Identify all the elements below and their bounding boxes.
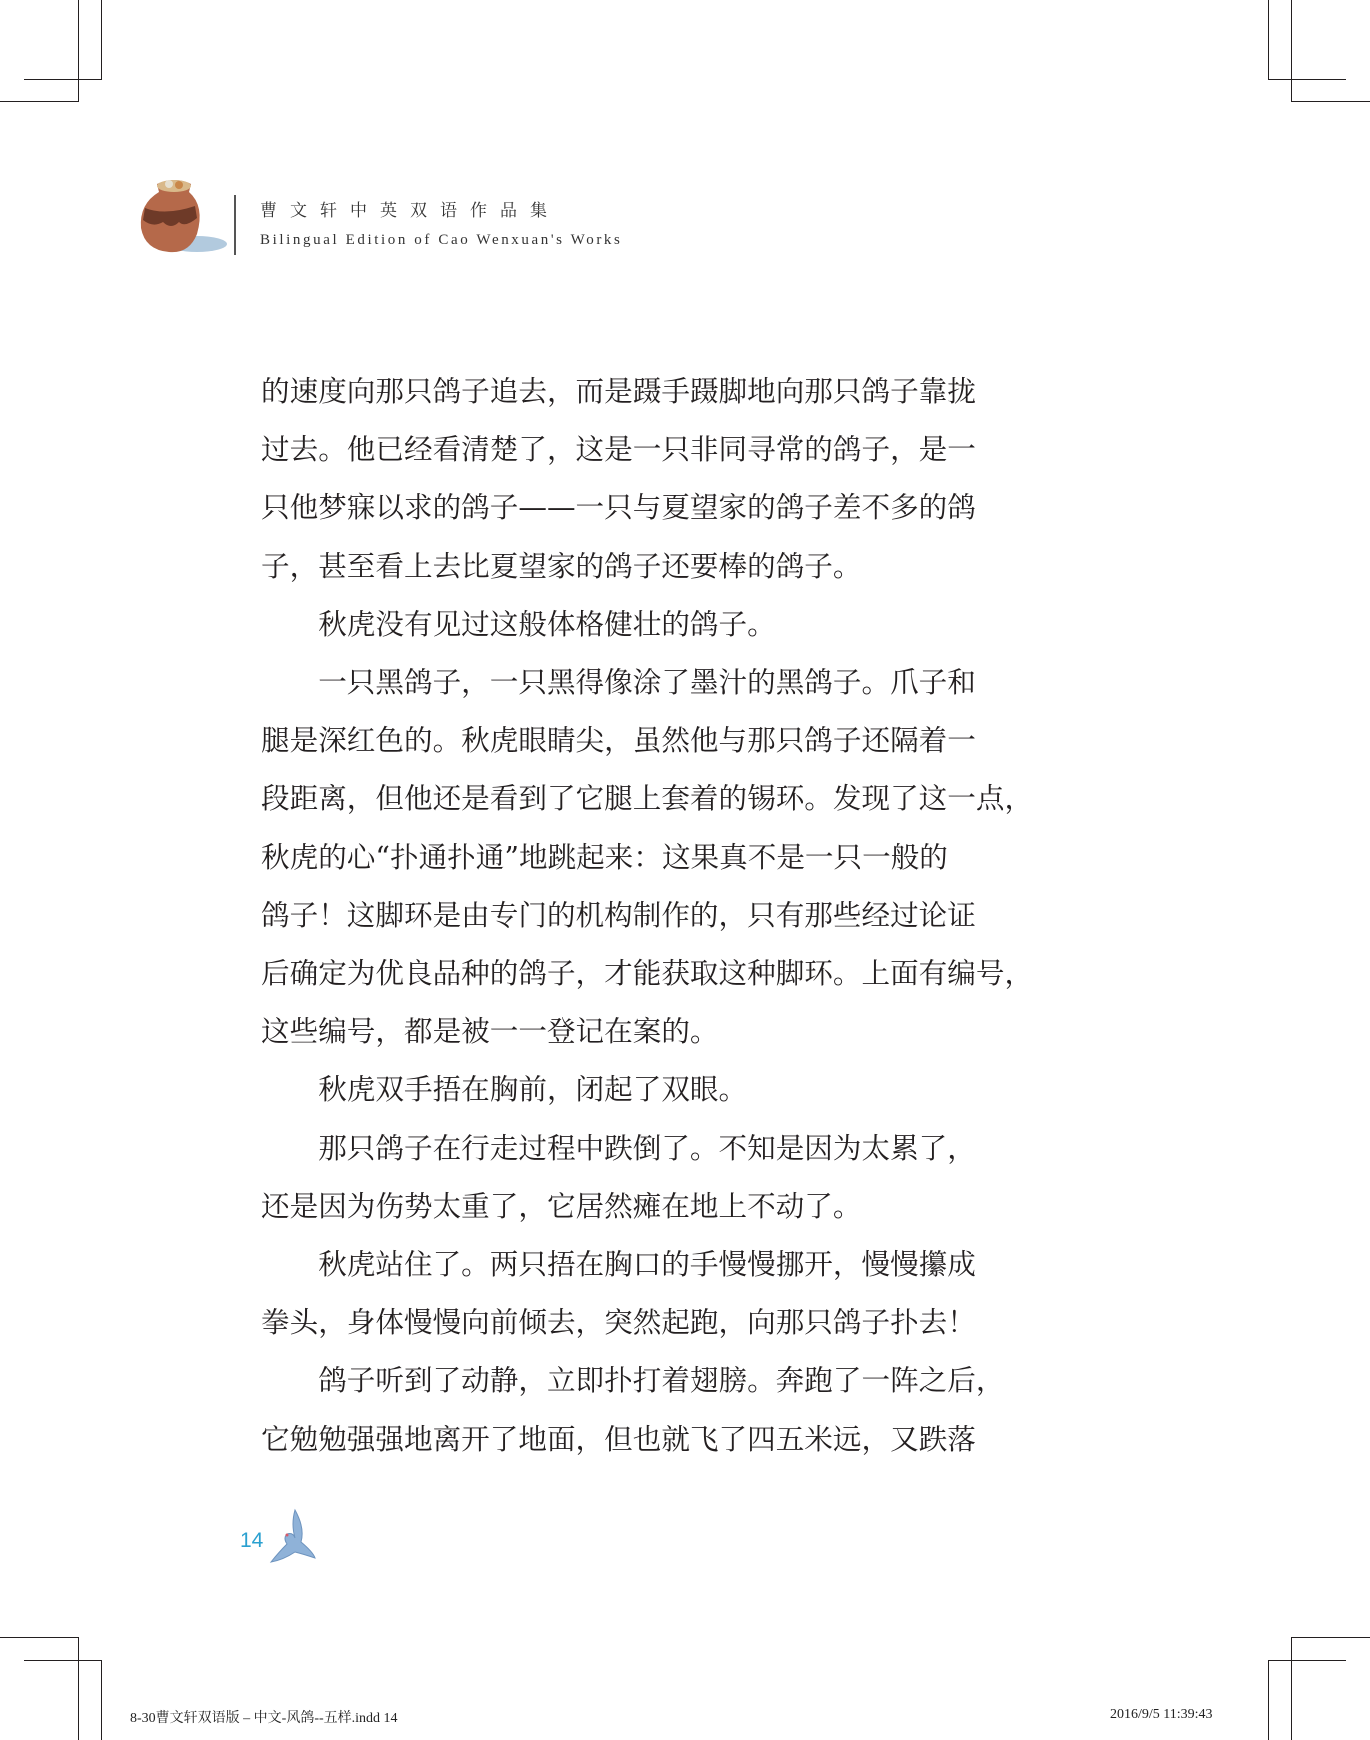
crop-mark (1291, 101, 1370, 102)
text-line: 它勉勉强强地离开了地面，但也就飞了四五米远，又跌落 (261, 1421, 976, 1456)
crop-mark (0, 1637, 78, 1638)
text-line: 只他梦寐以求的鸽子——一只与夏望家的鸽子差不多的鸽 (261, 490, 976, 525)
crop-mark (1291, 0, 1292, 102)
text-line: 后确定为优良品种的鸽子，才能获取这种脚环。上面有编号， (261, 956, 1034, 991)
text-line: 腿是深红色的。秋虎眼睛尖，虽然他与那只鸽子还隔着一 (261, 723, 976, 758)
body-text (261, 362, 1081, 1468)
crop-mark (1268, 1660, 1346, 1661)
text-line: 鸽子听到了动静，立即扑打着翅膀。奔跑了一阵之后， (261, 1363, 1005, 1398)
crop-mark (24, 79, 102, 80)
footer-file-info: 8-30曹文轩双语版 – 中文-风鸽--五样.indd 14 (130, 1711, 398, 1726)
text-line: 还是因为伤势太重了，它居然瘫在地上不动了。 (261, 1188, 862, 1223)
crop-mark (101, 0, 102, 80)
page-number: 14 (240, 1529, 264, 1552)
crop-mark (1291, 1637, 1292, 1740)
text-line: 的速度向那只鸽子追去，而是蹑手蹑脚地向那只鸽子靠拢 (261, 374, 976, 408)
text-line: 这些编号，都是被一一登记在案的。 (261, 1014, 719, 1049)
footer-timestamp: 2016/9/5 11:39:43 (1110, 1707, 1213, 1722)
clay-jar-illustration (135, 172, 230, 257)
series-title-en: Bilingual Edition of Cao Wenxuan's Works (260, 232, 623, 248)
text-line: 秋虎没有见过这般体格健壮的鸽子。 (261, 606, 776, 641)
text-line: 拳头，身体慢慢向前倾去，突然起跑，向那只鸽子扑去！ (261, 1305, 976, 1340)
dove-icon (265, 1508, 325, 1563)
crop-mark (101, 1660, 102, 1740)
text-line: 秋虎双手捂在胸前，闭起了双眼。 (261, 1072, 748, 1107)
text-line: 一只黑鸽子，一只黑得像涂了墨汁的黑鸽子。爪子和 (261, 665, 976, 700)
header-divider (234, 195, 236, 255)
crop-mark (1268, 1660, 1269, 1740)
crop-mark (78, 1637, 79, 1740)
crop-mark (1268, 0, 1269, 80)
series-title-zh: 曹文轩中英双语作品集 (260, 201, 560, 221)
crop-mark (0, 101, 78, 102)
crop-mark (78, 0, 79, 102)
text-line: 鸽子！这脚环是由专门的机构制作的，只有那些经过论证 (261, 897, 976, 932)
text-line: 秋虎的心“扑通扑通”地跳起来：这果真不是一只一般的 (261, 839, 948, 874)
text-line: 那只鸽子在行走过程中跌倒了。不知是因为太累了， (261, 1130, 976, 1165)
crop-mark (1268, 79, 1346, 80)
crop-mark (1291, 1637, 1370, 1638)
text-line: 子，甚至看上去比夏望家的鸽子还要棒的鸽子。 (261, 548, 862, 583)
text-line: 段距离，但他还是看到了它腿上套着的锡环。发现了这一点， (261, 781, 1034, 816)
text-line: 过去。他已经看清楚了，这是一只非同寻常的鸽子，是一 (261, 432, 976, 467)
text-line: 秋虎站住了。两只捂在胸口的手慢慢挪开，慢慢攥成 (261, 1247, 976, 1282)
crop-mark (24, 1660, 102, 1661)
